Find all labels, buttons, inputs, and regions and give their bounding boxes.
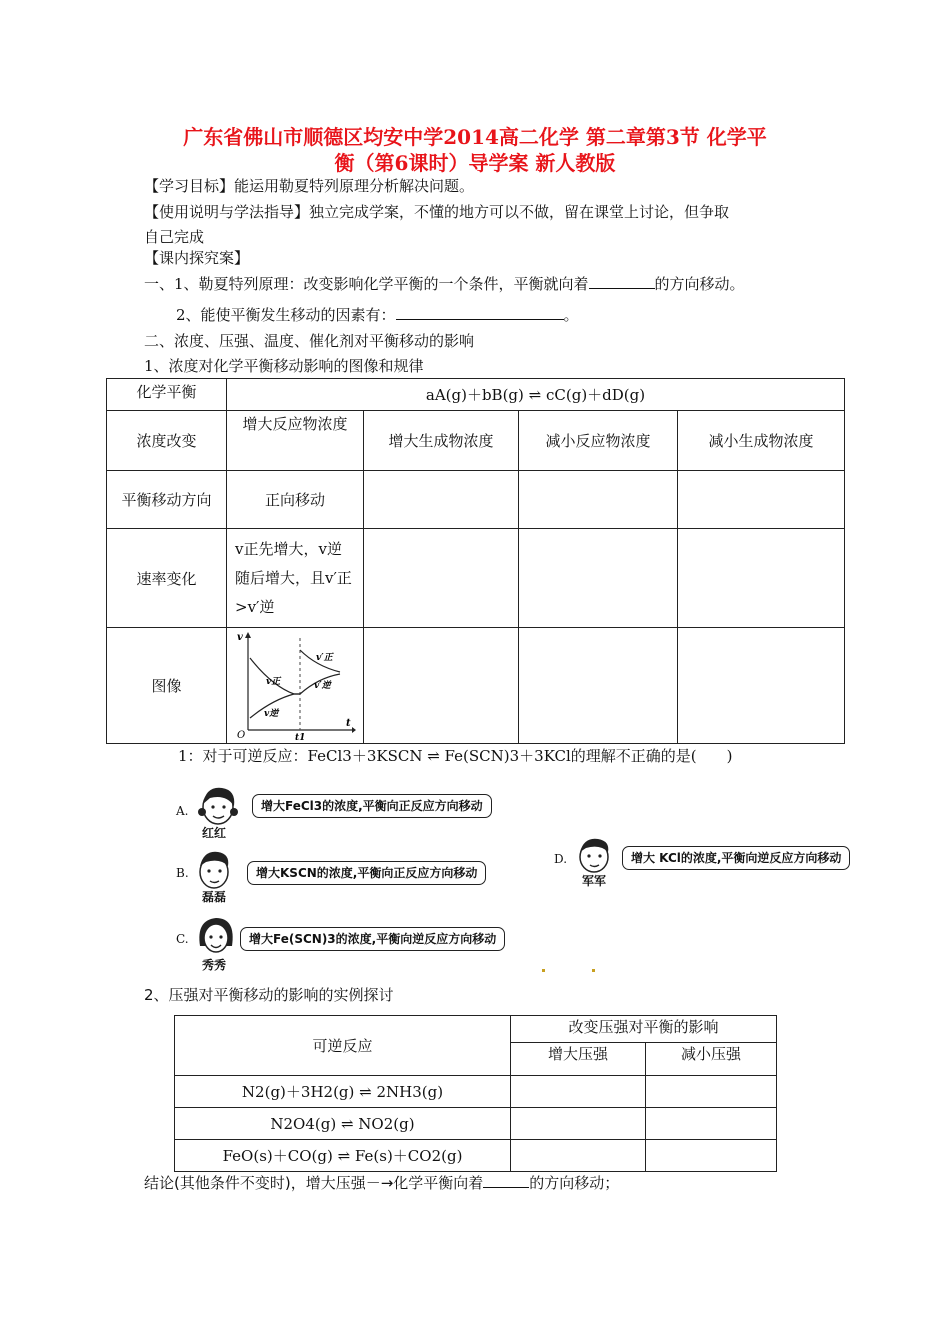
- graph-cell-empty[interactable]: [364, 628, 519, 744]
- header-decrease-pressure: 减小压强: [646, 1043, 777, 1076]
- reaction-feo: FeO(s)＋CO(g) ⇌ Fe(s)＋CO2(g): [175, 1140, 511, 1172]
- reaction-row: [175, 1076, 777, 1108]
- answer-cell[interactable]: [646, 1076, 777, 1108]
- header-decrease-reactant: 减小反应物浓度: [519, 411, 678, 471]
- conclusion-pre: 结论(其他条件不变时)，增大压强－→化学平衡向着: [144, 1174, 484, 1192]
- usage-line-2: 自己完成: [144, 228, 205, 246]
- v-forward-curve: [250, 658, 300, 694]
- rate-cell-empty[interactable]: [519, 529, 678, 628]
- question-1-stem: 1：对于可逆反应：FeCl3＋3KSCN ⇌ Fe(SCN)3＋3KCl的理解不正确的是( ): [178, 747, 733, 765]
- reaction-row: [175, 1140, 777, 1172]
- pressure-header-row: [175, 1016, 777, 1043]
- rate-time-graph: [234, 630, 356, 742]
- origin-label: O: [237, 729, 246, 741]
- header-reversible-reaction: 可逆反应: [175, 1016, 511, 1076]
- pressure-table: [174, 1015, 777, 1172]
- boy-face-icon: [572, 834, 616, 876]
- option-b-name: 磊磊: [202, 890, 227, 904]
- option-a-name: 红红: [202, 826, 227, 840]
- option-c-bubble[interactable]: 增大Fe(SCN)3的浓度,平衡向逆反应方向移动: [240, 927, 505, 951]
- option-d-letter: D.: [554, 852, 568, 866]
- reaction-ammonia: N2(g)＋3H2(g) ⇌ 2NH3(g): [175, 1076, 511, 1108]
- answer-cell[interactable]: [511, 1076, 646, 1108]
- option-d-bubble[interactable]: 增大 KCl的浓度,平衡向逆反应方向移动: [622, 846, 850, 870]
- answer-blank-principle[interactable]: [589, 274, 655, 289]
- t1-label: t1: [295, 732, 306, 742]
- conclusion-post: 的方向移动；: [529, 1174, 620, 1192]
- row-label-graph: 图像: [107, 628, 227, 744]
- concentration-change-row: [107, 411, 845, 471]
- option-b-letter: B.: [176, 866, 189, 880]
- section-two-heading: 二、浓度、压强、温度、催化剂对平衡移动的影响: [144, 332, 475, 350]
- direction-cell-empty[interactable]: [519, 471, 678, 529]
- question-factors: [176, 305, 579, 325]
- direction-cell-empty[interactable]: [364, 471, 519, 529]
- inclass-heading: 【课内探究案】: [144, 249, 250, 267]
- option-c-letter: C.: [176, 932, 189, 946]
- boy-face-icon: [192, 846, 238, 892]
- title-line-2: 衡（第6课时）导学案 新人教版: [334, 151, 616, 175]
- direction-cell-empty[interactable]: [678, 471, 845, 529]
- general-equation: aA(g)＋bB(g) ⇌ cC(g)＋dD(g): [425, 386, 646, 404]
- v-forward-label: v正: [266, 676, 281, 687]
- title-line-1: 广东省佛山市顺德区均安中学2014高二化学 第二章第3节 化学平: [183, 125, 767, 149]
- reaction-n2o4: N2O4(g) ⇌ NO2(g): [175, 1108, 511, 1140]
- row-label-direction: 平衡移动方向: [107, 471, 227, 529]
- header-increase-reactant: 增大反应物浓度: [227, 411, 364, 471]
- graph-cell-empty[interactable]: [519, 628, 678, 744]
- header-increase-product: 增大生成物浓度: [364, 411, 519, 471]
- option-c-name: 秀秀: [202, 958, 227, 972]
- document-title: [120, 124, 830, 176]
- row-label-equilibrium: 化学平衡: [107, 379, 227, 411]
- option-d-name: 军军: [582, 874, 607, 888]
- question-factors-pre: 2、能使平衡发生移动的因素有：: [176, 306, 396, 324]
- t-axis-arrow: [352, 727, 356, 733]
- option-a-bubble[interactable]: 增大FeCl3的浓度,平衡向正反应方向移动: [252, 794, 492, 818]
- v-forward-prime-label: v′正: [316, 652, 333, 663]
- option-b-bubble[interactable]: 增大KSCN的浓度,平衡向正反应方向移动: [247, 861, 486, 885]
- row-label-concentration: 浓度改变: [107, 411, 227, 471]
- t-axis-label: t: [346, 717, 351, 729]
- direction-forward: 正向移动: [227, 471, 364, 529]
- question-principle-pre: 一、1、勒夏特列原理：改变影响化学平衡的一个条件，平衡就向着: [144, 275, 589, 293]
- graph-cell: [227, 628, 364, 744]
- usage-line-1: 【使用说明与学法指导】独立完成学案，不懂的地方可以不做，留在课堂上讨论，但争取: [144, 203, 730, 221]
- header-increase-pressure: 增大压强: [511, 1043, 646, 1076]
- reaction-row: [175, 1108, 777, 1140]
- graph-cell-empty[interactable]: [678, 628, 845, 744]
- answer-cell[interactable]: [511, 1108, 646, 1140]
- v-axis-arrow: [245, 632, 251, 638]
- girl-face-icon: [194, 912, 240, 958]
- graph-row: [107, 628, 845, 744]
- concentration-table: [106, 378, 845, 744]
- stray-mark: [542, 969, 545, 972]
- answer-cell[interactable]: [511, 1140, 646, 1172]
- conclusion-line: [144, 1173, 619, 1193]
- row-label-rate: 速率变化: [107, 529, 227, 628]
- header-pressure-effect: 改变压强对平衡的影响: [511, 1016, 777, 1043]
- concentration-subheading: 1、浓度对化学平衡移动影响的图像和规律: [144, 357, 424, 375]
- learning-goal: 【学习目标】能运用勒夏特列原理分析解决问题。: [144, 177, 475, 195]
- pressure-heading: 2、压强对平衡移动的影响的实例探讨: [144, 986, 394, 1004]
- answer-blank-factors[interactable]: [396, 305, 564, 320]
- girl-face-icon: [196, 782, 242, 828]
- rate-cell-empty[interactable]: [678, 529, 845, 628]
- equation-cell: [227, 379, 845, 411]
- equation-row: [107, 379, 845, 411]
- question-principle-post: 的方向移动。: [654, 275, 745, 293]
- v-axis-label: v: [237, 631, 243, 643]
- v-reverse-prime-label: v′逆: [314, 680, 331, 691]
- v-reverse-label: v逆: [264, 708, 279, 719]
- answer-blank-conclusion[interactable]: [483, 1173, 529, 1188]
- header-decrease-product: 减小生成物浓度: [678, 411, 845, 471]
- rate-cell-empty[interactable]: [364, 529, 519, 628]
- option-a-letter: A.: [176, 804, 189, 818]
- question-principle: [144, 274, 745, 294]
- answer-cell[interactable]: [646, 1108, 777, 1140]
- rate-row: [107, 529, 845, 628]
- question-factors-post: 。: [563, 306, 579, 324]
- direction-row: [107, 471, 845, 529]
- stray-mark: [592, 969, 595, 972]
- rate-description: v正先增大，v逆随后增大，且v′正>v′逆: [227, 529, 364, 628]
- answer-cell[interactable]: [646, 1140, 777, 1172]
